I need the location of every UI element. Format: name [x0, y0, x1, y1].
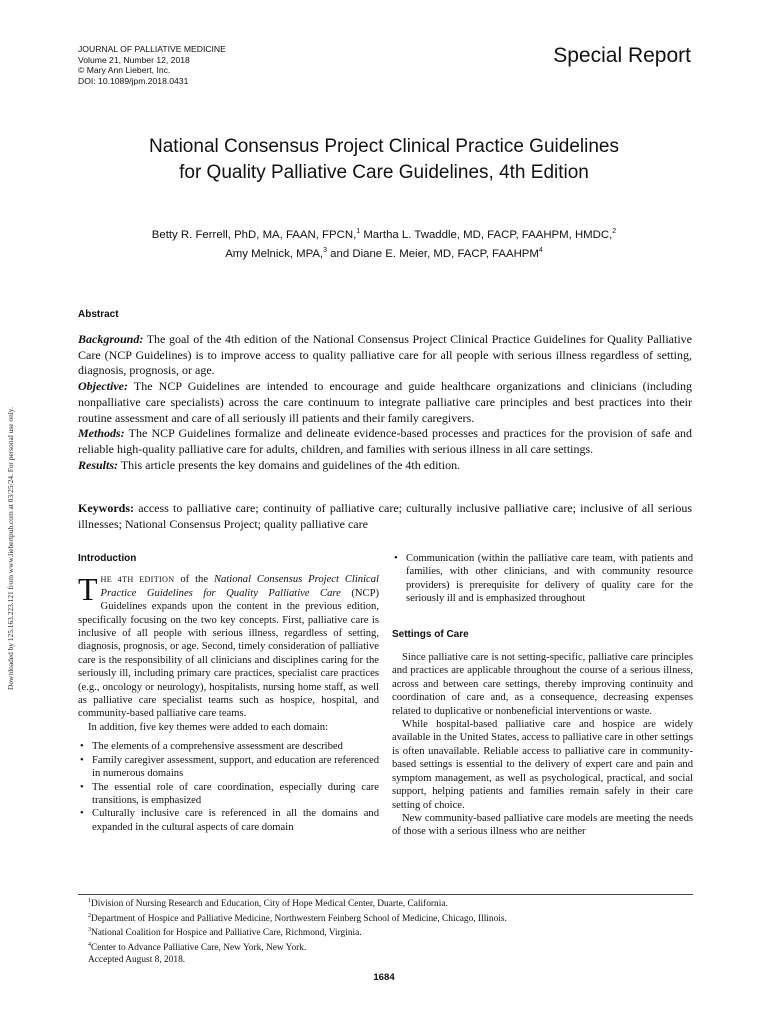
- left-column: [78, 552, 379, 834]
- list-item: • Family caregiver assessment, support, and education are referenced in numerous domains: [78, 754, 379, 781]
- settings-paragraph: New community-based palliative care models are meeting the needs of those with a serious illness who are neither: [392, 812, 693, 838]
- themes-list: [78, 740, 379, 834]
- intro-text: of the: [180, 574, 209, 586]
- footnote: [88, 940, 507, 955]
- themes-list-continued: [392, 552, 693, 606]
- settings-paragraph: While hospital-based palliative care and hospice are widely available in the United States, access to palliative care in other settings is often unavailable. Reliable access to palliative care in community-based settings is essential to the delivery of expert care and pain and symptom management, as well as psychological, practical, and social support, helping patients and families remain safely in their care setting of choice.: [392, 719, 693, 811]
- author-affiliation: 1: [356, 228, 361, 235]
- abstract-text: The NCP Guidelines formalize and delineate evidence-based processes and practices for the provision of safe and reliable high-quality palliative care for adults, children, and families with serious illness in all care settings.: [78, 426, 692, 456]
- keywords-label: Keywords:: [78, 501, 134, 515]
- article-title: [78, 134, 690, 186]
- author-affiliation: 2: [612, 228, 617, 235]
- author-affiliation: 3: [323, 246, 327, 254]
- introduction-paragraph: [78, 573, 379, 720]
- footnote-text: Department of Hospice and Palliative Medicine, Northwestern Feinberg School of Medicine, Chicago, Illinois.: [91, 913, 507, 924]
- author-name: Diane E. Meier, MD, FACP, FAAHPM: [352, 247, 539, 260]
- journal-volume: Volume 21, Number 12, 2018: [78, 54, 190, 65]
- footnote-number: 3: [88, 927, 91, 934]
- list-item: • The essential role of care coordination, especially during care transitions, is emphasized: [78, 781, 379, 808]
- abstract-body: [78, 332, 692, 473]
- journal-doi: DOI: 10.1089/jpm.2018.0431: [78, 75, 189, 86]
- abstract-label: Background:: [78, 332, 144, 346]
- guideline-title: National Consensus Project Clinical Practice Guidelines for Quality Palliative Care: [100, 574, 379, 599]
- author-joiner: and: [330, 247, 350, 260]
- list-item: • Communication (within the palliative care team, with patients and families, with other clinicians, and with community resource providers) is prerequisite for delivery of quality care for the seriously ill and is emphasized throughout: [392, 552, 693, 606]
- footnote-number: 1: [88, 898, 91, 904]
- abstract-results: [78, 458, 692, 474]
- abstract-heading: Abstract: [78, 309, 119, 320]
- author-name: Amy Melnick, MPA,: [225, 247, 324, 260]
- journal-copyright: © Mary Ann Liebert, Inc.: [78, 65, 171, 76]
- journal-name: JOURNAL OF PALLIATIVE MEDICINE: [78, 44, 226, 54]
- page-number: 1684: [373, 972, 395, 983]
- abstract-text: The goal of the 4th edition of the National Consensus Project Clinical Practice Guidelines for Quality Palliative Care (NCP Guidelines) is to improve access to quality palliative care for all people with serious illness regardless of setting, diagnosis, prognosis, or age.: [78, 332, 692, 378]
- accepted-date: Accepted August 8, 2018.: [88, 954, 186, 965]
- list-item: • The elements of a comprehensive assessment are described: [78, 740, 379, 753]
- footnote: [88, 896, 507, 911]
- abstract-label: Objective:: [78, 379, 128, 394]
- report-type: Special Report: [553, 44, 691, 67]
- keywords: [78, 501, 692, 532]
- journal-info: [78, 44, 226, 86]
- author-line: [78, 224, 690, 243]
- download-notice: Downloaded by 125.163.223.121 from www.liebertpub.com at 03/25/24. For personal use only.: [6, 407, 15, 690]
- abstract-label: Methods:: [78, 426, 125, 441]
- right-column: [392, 552, 693, 839]
- footnotes: [88, 896, 507, 966]
- author-name: Martha L. Twaddle, MD, FACP, FAAHPM, HMDC,: [363, 228, 613, 241]
- title-line: National Consensus Project Clinical Practice Guidelines: [149, 136, 619, 157]
- footnote-divider: [78, 894, 693, 895]
- footnote: [88, 925, 507, 940]
- author-list: [78, 224, 690, 262]
- settings-of-care-heading: Settings of Care: [392, 628, 469, 640]
- settings-paragraph: Since palliative care is not setting-specific, palliative care principles and practices are applicable throughout the course of a serious illness, across and between care settings, thereby improving continuity and coordination of care and, as a consequence, decreasing expenses related to duplicative or nonbeneficial interventions or waste.: [392, 652, 693, 717]
- intro-text: (NCP) Guidelines expands upon the content in the previous edition, specifically focusing on the two key concepts. First, palliative care is inclusive of all people with serious illness, regardless of setting, diagnosis, prognosis, or age. Second, timely consideration of palliative care is the responsibility of all clinicians and disciplines caring for the seriously ill, including primary care practices, specialist care practices (e.g., oncology or neurology), hospitalists, nursing home staff, as well as palliative care specialist teams such as hospice, hospital, and community-based palliative care teams.: [78, 587, 379, 720]
- author-name: Betty R. Ferrell, PhD, MA, FAAN, FPCN,: [151, 228, 357, 241]
- abstract-label: Results:: [78, 457, 119, 472]
- footnote: [88, 911, 507, 926]
- abstract-text: The NCP Guidelines are intended to encourage and guide healthcare organizations and clinicians (including nonpalliative care specialists) across the care continuum to integrate palliative care principles and best practices into their routine assessment and care of all seriously ill patients and their family caregivers.: [78, 379, 692, 425]
- author-affiliation: 4: [538, 246, 543, 254]
- drop-cap: T: [78, 571, 98, 608]
- abstract-methods: [78, 426, 692, 457]
- footnote-number: 2: [88, 912, 91, 919]
- abstract-objective: [78, 379, 692, 426]
- list-item: • Culturally inclusive care is referenced in all the domains and expanded in the cultural aspects of care domain: [78, 807, 379, 834]
- keywords-text: access to palliative care; continuity of palliative care; culturally inclusive palliative care; inclusive of all serious illnesses; National Consensus Project; quality palliative care: [78, 501, 692, 531]
- footnote-text: Division of Nursing Research and Education, City of Hope Medical Center, Duarte, California.: [91, 899, 448, 910]
- introduction-paragraph: In addition, five key themes were added to each domain:: [88, 721, 329, 733]
- small-caps-lead: HE 4TH EDITION: [100, 575, 175, 585]
- abstract-text: This article presents the key domains and guidelines of the 4th edition.: [120, 457, 461, 472]
- footnote-text: National Coalition for Hospice and Palliative Care, Richmond, Virginia.: [91, 928, 362, 939]
- footnote-number: 4: [88, 942, 91, 949]
- author-line: [78, 243, 690, 262]
- abstract-background: [78, 332, 692, 379]
- footnote-text: Center to Advance Palliative Care, New York, New York.: [91, 943, 307, 954]
- title-line: for Quality Palliative Care Guidelines, 4th Edition: [179, 162, 589, 183]
- introduction-heading: Introduction: [78, 553, 137, 564]
